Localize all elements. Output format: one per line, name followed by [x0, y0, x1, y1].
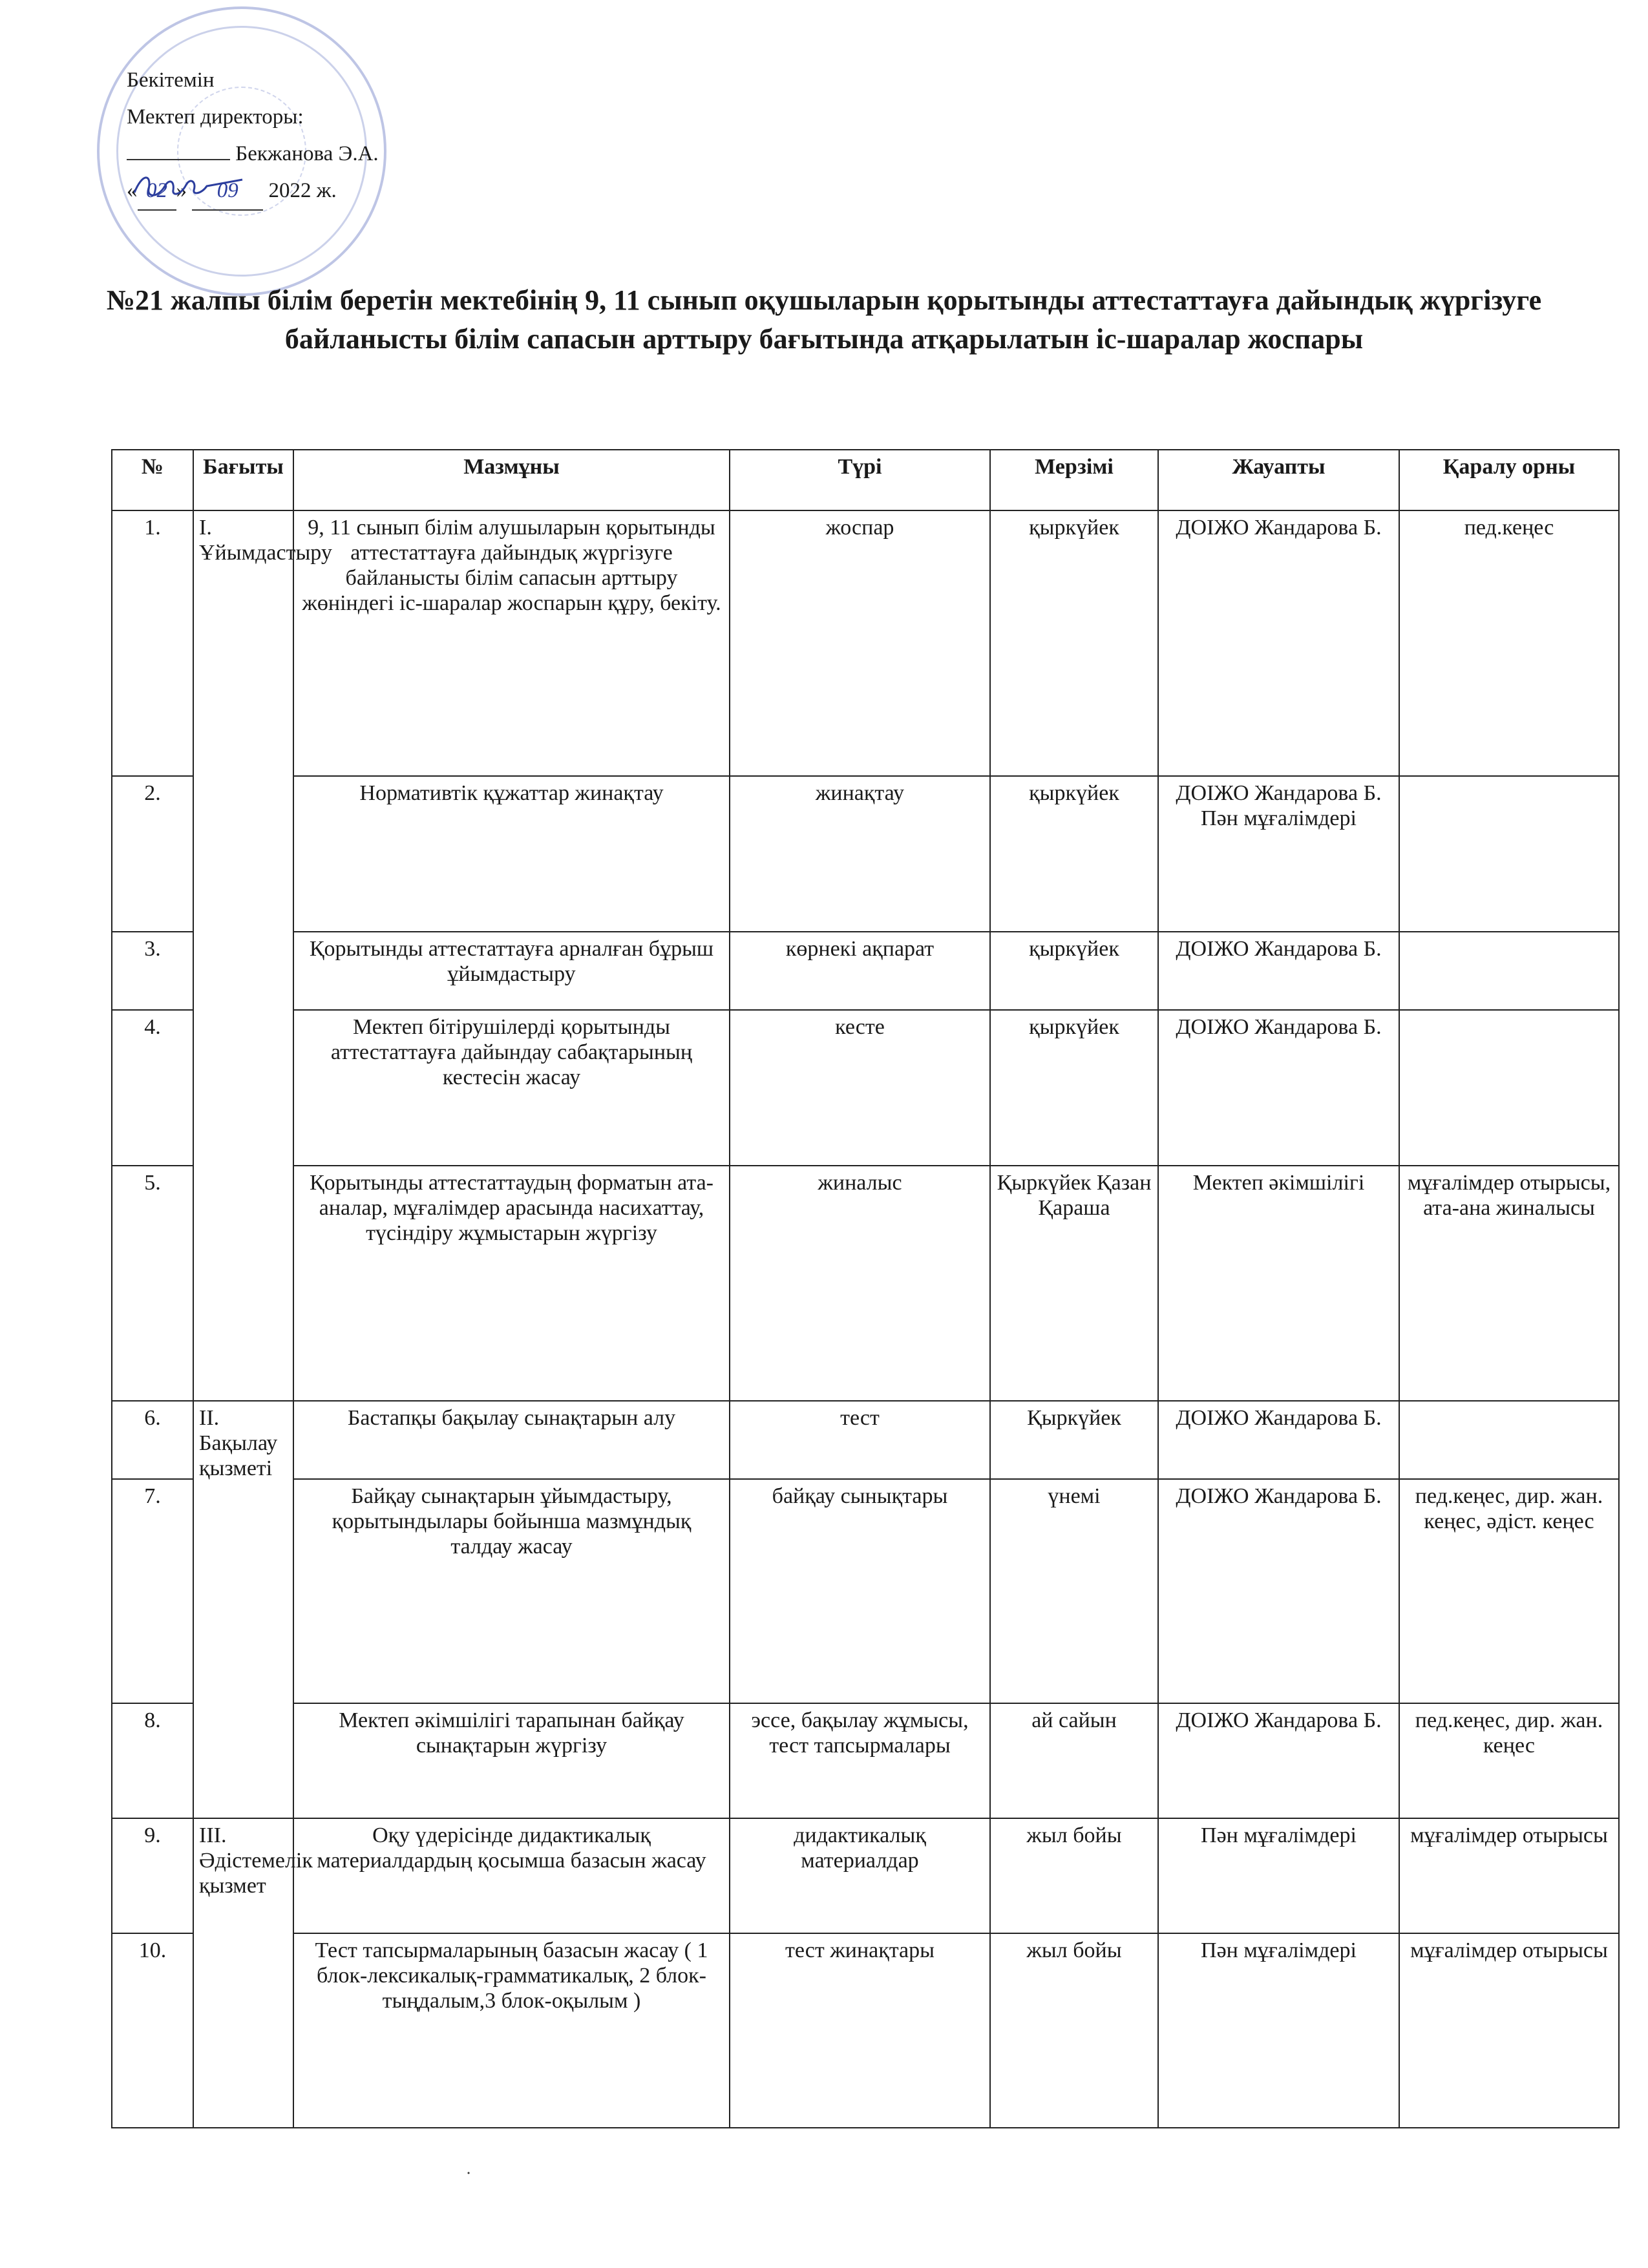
table-row	[112, 932, 1619, 1010]
row-responsible: ДОІЖО Жандарова Б. Пән мұғалімдері	[1158, 776, 1399, 932]
date-month: 09	[192, 173, 263, 211]
table-header-row	[112, 450, 1619, 510]
row-content: Байқау сынақтарын ұйымдастыру, қорытындылары бойынша мазмұндық талдау жасау	[293, 1479, 730, 1703]
table-row	[112, 1166, 1619, 1401]
date-day: 02	[138, 173, 176, 211]
row-review-place	[1399, 1010, 1619, 1166]
table-row	[112, 510, 1619, 776]
row-content: Қорытынды аттестаттауға арналған бұрыш ұйымдастыру	[293, 932, 730, 1010]
row-review-place: мұғалімдер отырысы, ата-ана жиналысы	[1399, 1166, 1619, 1401]
row-number: 1.	[112, 510, 193, 776]
row-number: 4.	[112, 1010, 193, 1166]
row-responsible: ДОІЖО Жандарова Б.	[1158, 1479, 1399, 1703]
row-review-place: пед.кеңес, дир. жан. кеңес	[1399, 1703, 1619, 1818]
row-type: кесте	[730, 1010, 990, 1166]
row-term: қыркүйек	[990, 776, 1158, 932]
row-content: Тест тапсырмаларының базасын жасау ( 1 блок-лексикалық-грамматикалық, 2 блок-тыңдалым,3 блок-оқылым )	[293, 1933, 730, 2128]
table-row	[112, 1703, 1619, 1818]
approval-heading: Бекітемін	[127, 68, 215, 92]
row-term: жыл бойы	[990, 1933, 1158, 2128]
row-type: эссе, бақылау жұмысы, тест тапсырмалары	[730, 1703, 990, 1818]
activity-plan-table	[111, 449, 1620, 2128]
stray-mark: ˙	[465, 2168, 472, 2189]
row-content: Бастапқы бақылау сынақтарын алу	[293, 1401, 730, 1479]
row-content: Оқу үдерісінде дидактикалық материалдардың қосымша базасын жасау	[293, 1818, 730, 1933]
header-term: Мерзімі	[990, 450, 1158, 510]
row-content: Нормативтік құжаттар жинақтау	[293, 776, 730, 932]
row-review-place	[1399, 776, 1619, 932]
header-direction: Бағыты	[193, 450, 293, 510]
direction-cell: I. Ұйымдастыру	[193, 510, 293, 1401]
direction-cell: III. Әдістемелік қызмет	[193, 1818, 293, 2128]
row-type: жинақтау	[730, 776, 990, 932]
row-type: көрнекі ақпарат	[730, 932, 990, 1010]
row-responsible: Мектеп әкімшілігі	[1158, 1166, 1399, 1401]
row-term: ай сайын	[990, 1703, 1158, 1818]
row-number: 7.	[112, 1479, 193, 1703]
row-number: 5.	[112, 1166, 193, 1401]
row-review-place	[1399, 932, 1619, 1010]
row-type: жиналыс	[730, 1166, 990, 1401]
row-number: 10.	[112, 1933, 193, 2128]
table-row	[112, 1933, 1619, 2128]
header-responsible: Жауапты	[1158, 450, 1399, 510]
header-content: Мазмұны	[293, 450, 730, 510]
table-row	[112, 1479, 1619, 1703]
direction-cell: II. Бақылау қызметі	[193, 1401, 293, 1818]
date-quote-open: «	[127, 179, 138, 202]
row-content: 9, 11 сынып білім алушыларын қорытынды аттестаттауға дайындық жүргізуге байланысты білім сапасын арттыру жөніндегі іс-шаралар жоспарын құру, бекіту.	[293, 510, 730, 776]
row-number: 9.	[112, 1818, 193, 1933]
row-review-place: мұғалімдер отырысы	[1399, 1933, 1619, 2128]
document-title: №21 жалпы білім беретін мектебінің 9, 11 сынып оқушыларын қорытынды аттестаттауға дайындық жүргізуге байланысты білім сапасын арттыру бағытында атқарылатын іс-шаралар жоспары	[106, 284, 1542, 355]
row-review-place: пед.кеңес	[1399, 510, 1619, 776]
row-responsible: ДОІЖО Жандарова Б.	[1158, 1401, 1399, 1479]
header-number: №	[112, 450, 193, 510]
row-responsible: ДОІЖО Жандарова Б.	[1158, 932, 1399, 1010]
table-row	[112, 1818, 1619, 1933]
row-term: қыркүйек	[990, 510, 1158, 776]
row-responsible: Пән мұғалімдері	[1158, 1818, 1399, 1933]
director-name: Бекжанова Э.А.	[235, 142, 379, 165]
row-content: Мектеп бітірушілерді қорытынды аттестаттауға дайындау сабақтарының кестесін жасау	[293, 1010, 730, 1166]
row-term: Қыркүйек Қазан Қараша	[990, 1166, 1158, 1401]
row-term: қыркүйек	[990, 1010, 1158, 1166]
row-term: жыл бойы	[990, 1818, 1158, 1933]
row-content: Қорытынды аттестаттаудың форматын ата-аналар, мұғалімдер арасында насихаттау, түсіндіру жұмыстарын жүргізу	[293, 1166, 730, 1401]
row-review-place: пед.кеңес, дир. жан. кеңес, әдіст. кеңес	[1399, 1479, 1619, 1703]
row-responsible: ДОІЖО Жандарова Б.	[1158, 1703, 1399, 1818]
row-number: 3.	[112, 932, 193, 1010]
table-row	[112, 1010, 1619, 1166]
row-responsible: ДОІЖО Жандарова Б.	[1158, 510, 1399, 776]
row-type: дидактикалық материалдар	[730, 1818, 990, 1933]
row-number: 6.	[112, 1401, 193, 1479]
row-review-place: мұғалімдер отырысы	[1399, 1818, 1619, 1933]
row-responsible: Пән мұғалімдері	[1158, 1933, 1399, 2128]
row-type: тест жинақтары	[730, 1933, 990, 2128]
row-number: 2.	[112, 776, 193, 932]
header-review-place: Қаралу орны	[1399, 450, 1619, 510]
row-type: тест	[730, 1401, 990, 1479]
approval-position: Мектеп директоры:	[127, 105, 304, 129]
row-term: үнемі	[990, 1479, 1158, 1703]
header-type: Түрі	[730, 450, 990, 510]
row-review-place	[1399, 1401, 1619, 1479]
table-row	[112, 1401, 1619, 1479]
row-type: байқау сынықтары	[730, 1479, 990, 1703]
row-responsible: ДОІЖО Жандарова Б.	[1158, 1010, 1399, 1166]
date-quote-close: »	[176, 179, 187, 202]
row-number: 8.	[112, 1703, 193, 1818]
director-signature	[129, 167, 246, 205]
row-term: қыркүйек	[990, 932, 1158, 1010]
row-content: Мектеп әкімшілігі тарапынан байқау сынақтарын жүргізу	[293, 1703, 730, 1818]
row-type: жоспар	[730, 510, 990, 776]
date-year: 2022 ж.	[268, 179, 337, 202]
table-row	[112, 776, 1619, 932]
row-term: Қыркүйек	[990, 1401, 1158, 1479]
